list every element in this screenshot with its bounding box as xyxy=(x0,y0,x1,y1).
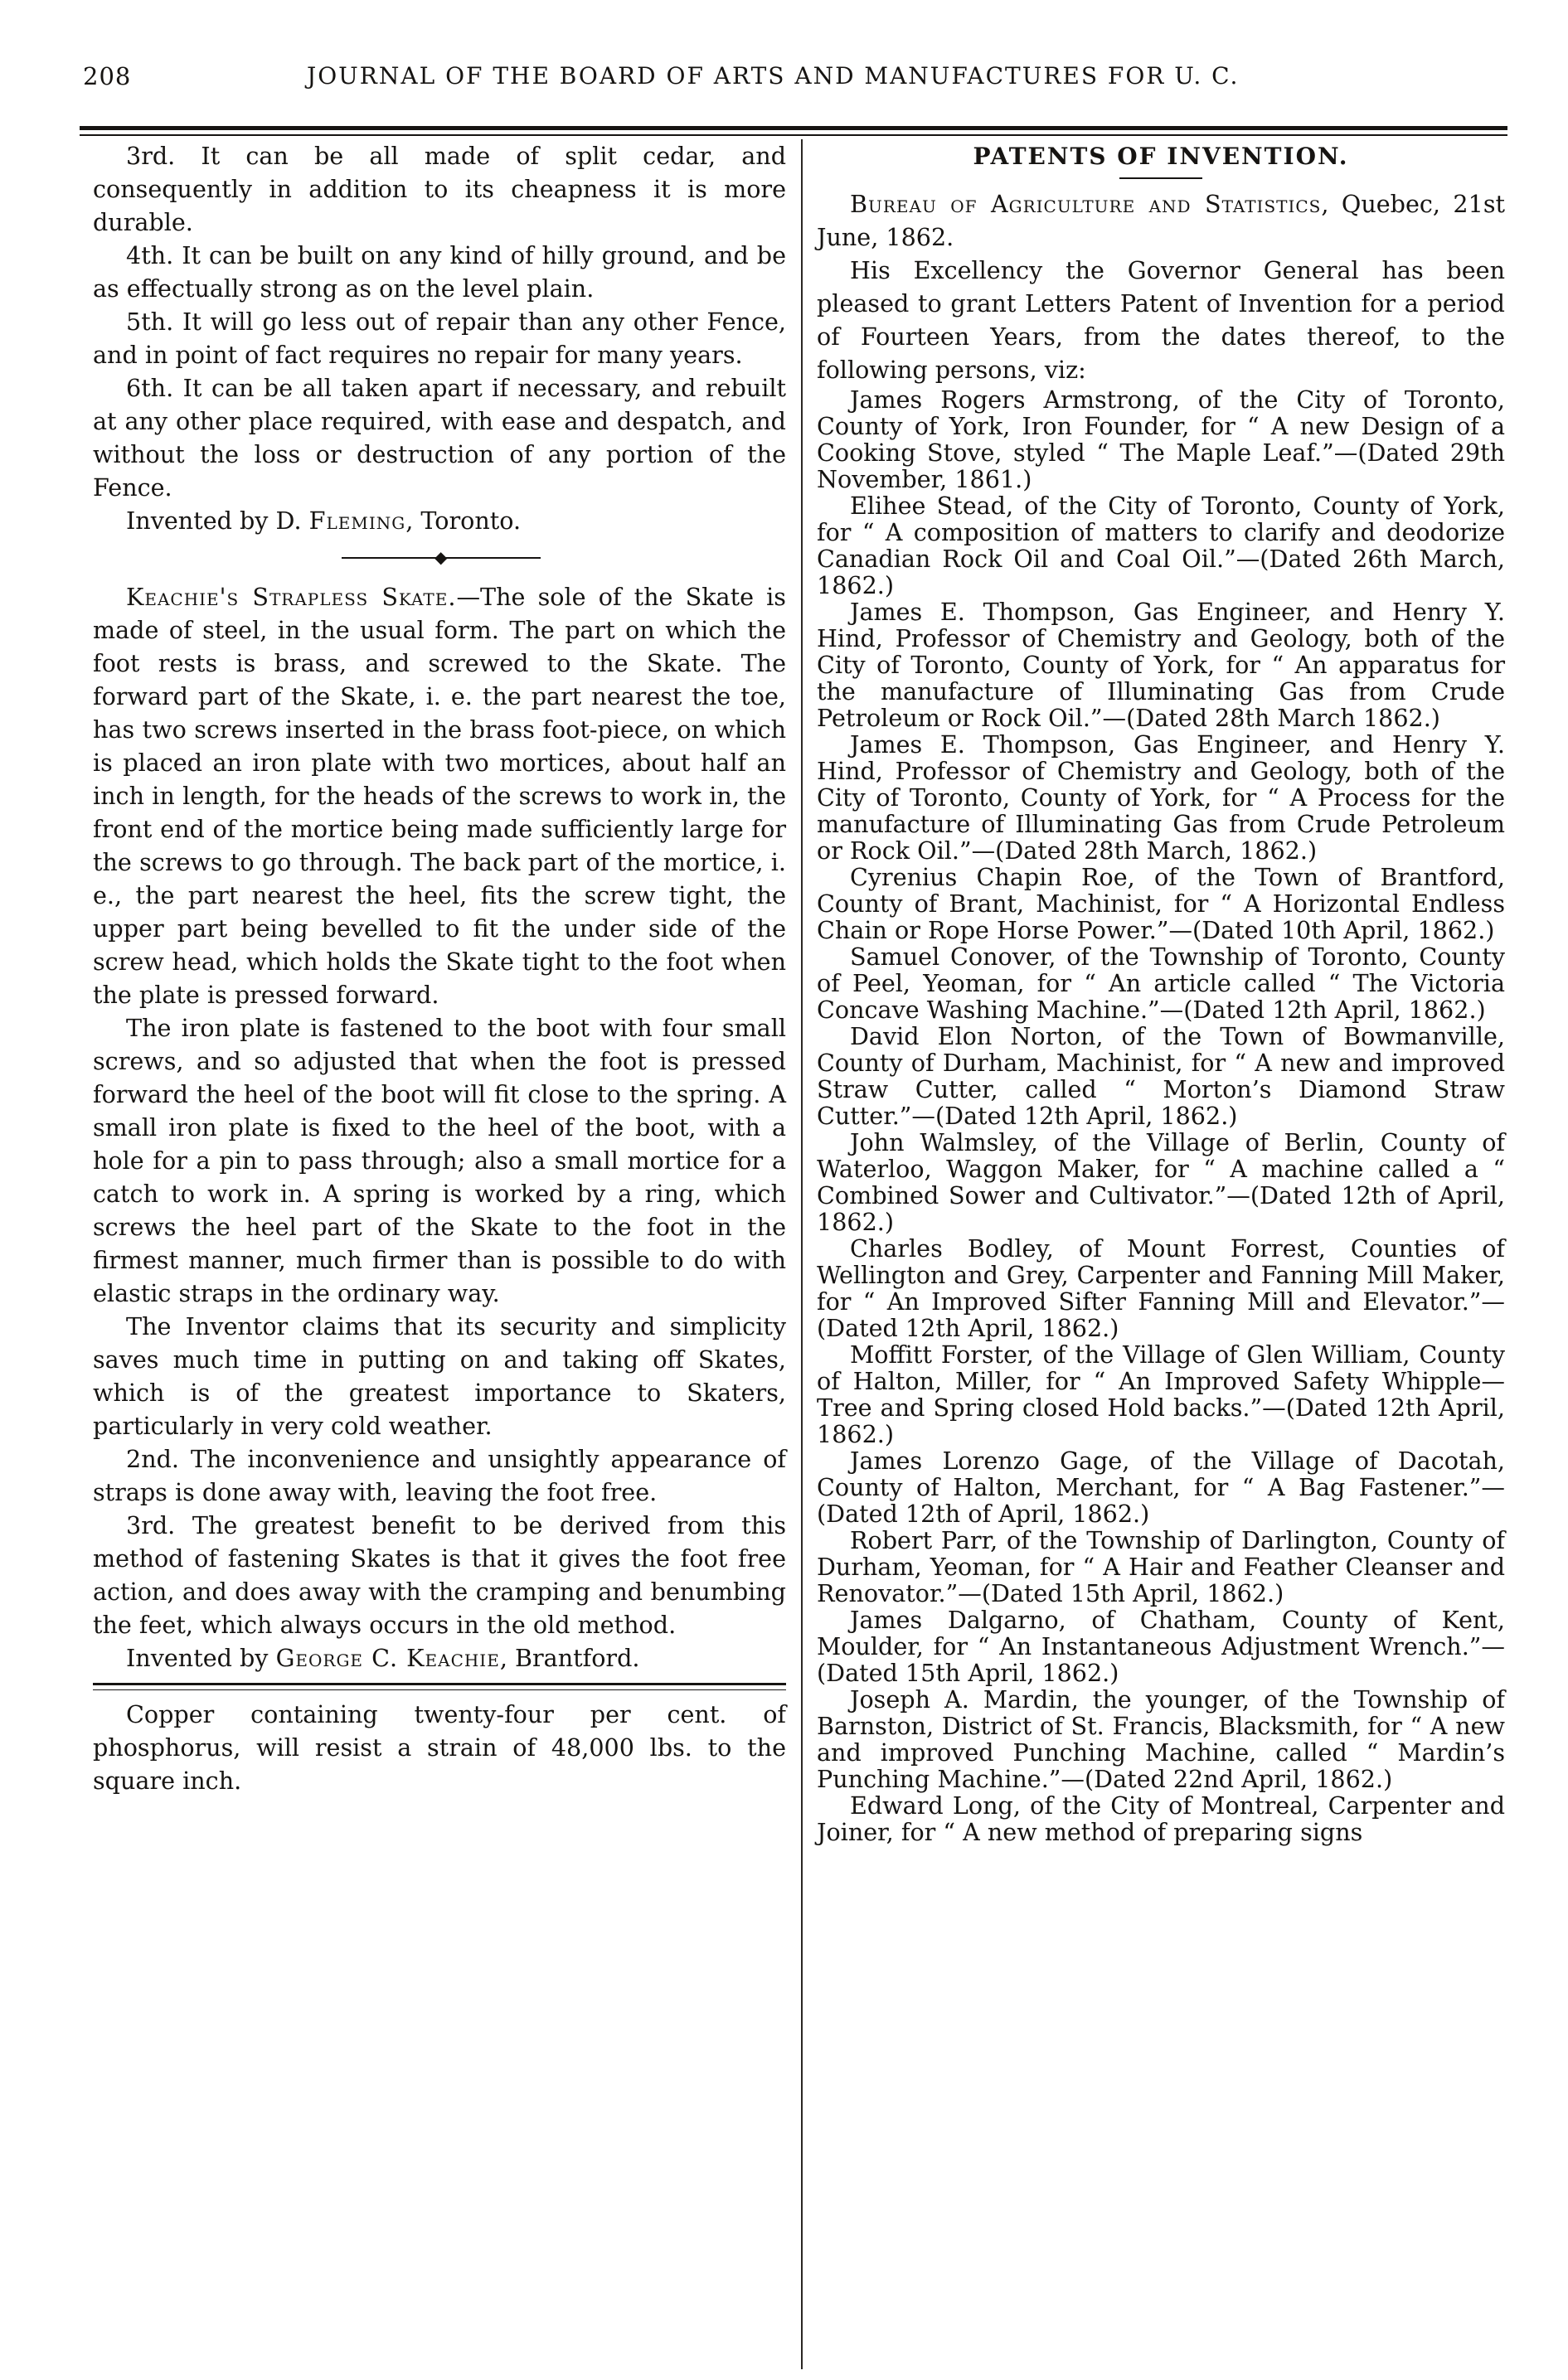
page-number: 208 xyxy=(83,62,132,90)
patent-entry: Edward Long, of the City of Montreal, Carpenter and Joiner, for “ A new method of preparing signs xyxy=(817,1791,1505,1846)
skate-article-title: Keachie's Strapless Skate. xyxy=(126,583,457,611)
skate-paragraph: The iron plate is fastened to the boot with four small screws, and so adjusted that when the foot is pressed forward the heel of the boot will fit close to the spring. A small iron plate is fixed to the heel of the boot, with a hole for a pin to pass through; also a small mortice for a catch to work in. A spring is worked by a ring, which screws the heel part of the Skate to the foot in the firmest manner, much firmer than is possible to do with elastic straps in the ordinary way. xyxy=(93,1014,786,1307)
heading-rule xyxy=(1119,177,1202,179)
skate-paragraph: The Inventor claims that its security and simplicity saves much time in putting on and taking off Skates, which is of the greatest importance to Skaters, particularly in very cold weather. xyxy=(93,1312,786,1440)
skate-intro-paragraph xyxy=(93,580,786,1011)
credit-prefix: Invented by xyxy=(126,1644,276,1672)
patent-entry: James E. Thompson, Gas Engineer, and Henry Y. Hind, Professor of Chemistry and Geology, both of the City of Toronto, County of York, for “ A Process for the manufacture of Illuminating Gas from Crude Petroleum or Rock Oil.”—(Dated 28th March, 1862.) xyxy=(817,730,1505,865)
fence-paragraph: 3rd. It can be all made of split cedar, and consequently in addition to its cheapness it is more durable. xyxy=(93,142,786,236)
section-double-rule xyxy=(93,1680,786,1698)
patent-entry: John Walmsley, of the Village of Berlin, County of Waterloo, Waggon Maker, for “ A machine called a “ Combined Sower and Cultivator.”—(Dated 12th of April, 1862.) xyxy=(817,1128,1505,1236)
inventor-name: George C. Keachie xyxy=(275,1644,500,1672)
bureau-place-date: , Quebec, 21st June, 1862. xyxy=(817,190,1505,251)
fence-paragraph: 6th. It can be all taken apart if necessary, and rebuilt at any other place required, with ease and despatch, and without the loss or destruction of any portion of the Fence. xyxy=(93,374,786,502)
skate-paragraph: 3rd. The greatest benefit to be derived from this method of fastening Skates is that it gives the foot free action, and does away with the cramping and benumbing the feet, which always occurs in the old method. xyxy=(93,1511,786,1639)
page-header xyxy=(83,62,1509,104)
patent-entry: Charles Bodley, of Mount Forrest, Counties of Wellington and Grey, Carpenter and Fanning Mill Maker, for “ An Improved Sifter Fanning Mill and Elevator.”—(Dated 12th April, 1862.) xyxy=(817,1234,1505,1342)
header-rule-thin xyxy=(80,134,1507,136)
header-rule-thick xyxy=(80,126,1507,130)
bureau-dateline xyxy=(817,187,1505,254)
patents-intro: His Excellency the Governor General has been pleased to grant Letters Patent of Invention for a period of Fourteen Years, from the dates thereof, to the following persons, viz: xyxy=(817,256,1505,384)
credit-suffix: , Brantford. xyxy=(499,1644,640,1672)
skate-paragraph: 2nd. The inconvenience and unsightly appearance of straps is done away with, leaving the foot free. xyxy=(93,1445,786,1506)
copper-note: Copper containing twenty-four per cent. of phosphorus, will resist a strain of 48,000 lbs. to the square inch. xyxy=(93,1700,786,1795)
patent-entry: James Lorenzo Gage, of the Village of Dacotah, County of Halton, Merchant, for “ A Bag Fastener.”—(Dated 12th of April, 1862.) xyxy=(817,1447,1505,1528)
right-column xyxy=(817,139,1505,1845)
running-title: JOURNAL OF THE BOARD OF ARTS AND MANUFACTURES FOR U. C. xyxy=(307,62,1240,90)
patent-entry: Robert Parr, of the Township of Darlington, County of Durham, Yeoman, for “ A Hair and Feather Cleanser and Renovator.”—(Dated 15th April, 1862.) xyxy=(817,1526,1505,1607)
patent-entry: David Elon Norton, of the Town of Bowmanville, County of Durham, Machinist, for “ A new and improved Straw Cutter, called “ Morton’s Diamond Straw Cutter.”—(Dated 12th April, 1862.) xyxy=(817,1022,1505,1130)
patent-entry: Samuel Conover, of the Township of Toronto, County of Peel, Yeoman, for “ An article called “ The Victoria Concave Washing Machine.”—(Dated 12th April, 1862.) xyxy=(817,943,1505,1024)
section-ornament xyxy=(93,537,786,580)
patent-entry: Elihee Stead, of the City of Toronto, County of York, for “ A composition of matters to clarify and deodorize Canadian Rock Oil and Coal Oil.”—(Dated 26th March, 1862.) xyxy=(817,492,1505,599)
fence-paragraph: 5th. It will go less out of repair than any other Fence, and in point of fact requires no repair for many years. xyxy=(93,308,786,369)
rule-line xyxy=(93,1683,786,1685)
rule-line xyxy=(93,1689,786,1690)
credit-suffix: , Toronto. xyxy=(405,507,522,535)
left-column xyxy=(93,139,786,1797)
patent-entry: James Dalgarno, of Chatham, County of Kent, Moulder, for “ An Instantaneous Adjustment Wrench.”—(Dated 15th April, 1862.) xyxy=(817,1606,1505,1687)
bureau-name: Bureau of Agriculture and Statistics xyxy=(850,190,1322,218)
patent-entry: James E. Thompson, Gas Engineer, and Henry Y. Hind, Professor of Chemistry and Geology, both of the City of Toronto, County of York, for “ An apparatus for the manufacture of Illuminating Gas from Crude Petroleum or Rock Oil.”—(Dated 28th March 1862.) xyxy=(817,598,1505,732)
ornament-diamond-icon: ◆ xyxy=(434,547,448,567)
skate-intro-text: —The sole of the Skate is made of steel, in the usual form. The part on which the foot rests is brass, and screwed to the Skate. The forward part of the Skate, i. e. the part nearest the toe, has two screws inserted in the brass foot-piece, on which is placed an iron plate with two mortices, about half an inch in length, for the heads of the screws to work in, the front end of the mortice being made sufficiently large for the screws to go through. The back part of the mortice, i. e., the part nearest the heel, fits the screw tight, the upper part being bevelled to fit the under side of the screw head, which holds the Skate tight to the foot when the plate is pressed forward. xyxy=(93,583,786,1009)
patent-entry: Cyrenius Chapin Roe, of the Town of Brantford, County of Brant, Machinist, for “ A Horizontal Endless Chain or Rope Horse Power.”—(Dated 10th April, 1862.) xyxy=(817,863,1505,944)
patent-entry: Moffitt Forster, of the Village of Glen William, County of Halton, Miller, for “ An Improved Safety Whipple—Tree and Spring closed Hold backs.”—(Dated 12th April, 1862.) xyxy=(817,1340,1505,1448)
column-divider xyxy=(801,139,803,2369)
credit-prefix: Invented by D. xyxy=(126,507,309,535)
fence-paragraph: 4th. It can be built on any kind of hilly ground, and be as effectually strong as on the level plain. xyxy=(93,241,786,303)
fence-inventor-credit xyxy=(93,504,786,537)
patent-entry: Joseph A. Mardin, the younger, of the Township of Barnston, District of St. Francis, Blacksmith, for “ A new and improved Punching Machine, called “ Mardin’s Punching Machine.”—(Dated 22nd April, 1862.) xyxy=(817,1685,1505,1793)
inventor-name: Fleming xyxy=(308,507,406,535)
patent-entry: James Rogers Armstrong, of the City of Toronto, County of York, Iron Founder, for “ A new Design of a Cooking Stove, styled “ The Maple Leaf.”—(Dated 29th November, 1861.) xyxy=(817,385,1505,493)
patents-heading: PATENTS OF INVENTION. xyxy=(973,143,1349,170)
skate-inventor-credit xyxy=(93,1641,786,1675)
